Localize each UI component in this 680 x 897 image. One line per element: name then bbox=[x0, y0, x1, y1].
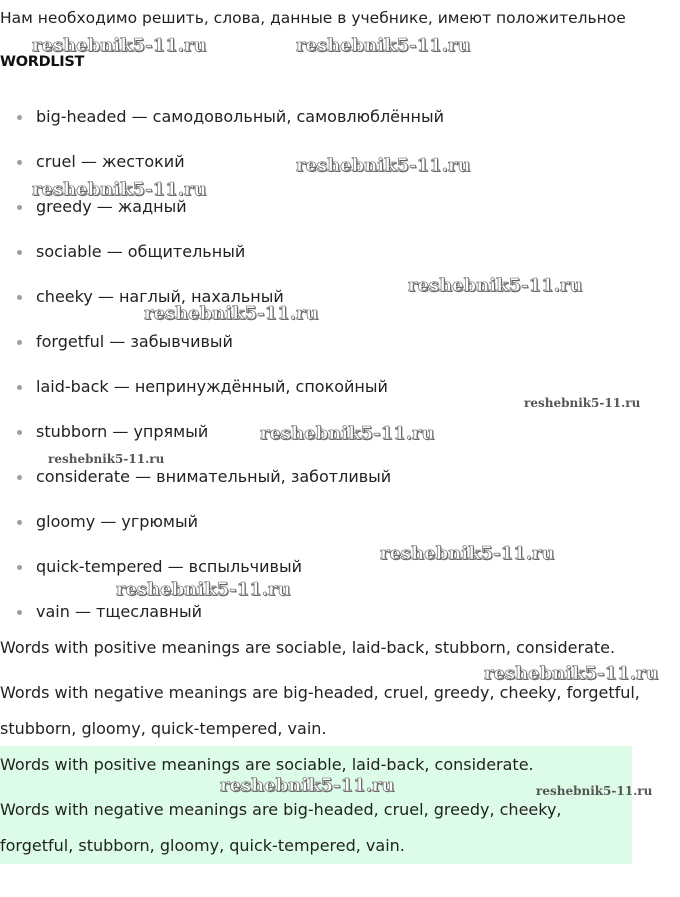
watermark: reshebnik5-11.ru bbox=[296, 35, 471, 56]
watermark: reshebnik5-11.ru bbox=[48, 452, 165, 466]
list-item bbox=[0, 103, 444, 148]
watermark: reshebnik5-11.ru bbox=[536, 784, 653, 798]
watermark: reshebnik5-11.ru bbox=[144, 303, 319, 324]
bullet-icon bbox=[17, 475, 22, 480]
word-entry: vain — тщеславный bbox=[36, 602, 203, 621]
word-entry: gloomy — угрюмый bbox=[36, 512, 199, 531]
bullet-icon bbox=[17, 295, 22, 300]
answer-negative-line2: forgetful, stubborn, gloomy, quick-tempered, vain. bbox=[0, 836, 405, 855]
watermark: reshebnik5-11.ru bbox=[380, 543, 555, 564]
watermark: reshebnik5-11.ru bbox=[260, 423, 435, 444]
wordlist-heading: WORDLIST bbox=[0, 54, 85, 70]
bullet-icon bbox=[17, 610, 22, 615]
student-negative-line2: stubborn, gloomy, quick-tempered, vain. bbox=[0, 719, 327, 738]
list-item bbox=[0, 508, 444, 553]
wordlist bbox=[0, 103, 444, 626]
bullet-icon bbox=[17, 565, 22, 570]
answer-negative-line1: Words with negative meanings are big-headed, cruel, greedy, cheeky, bbox=[0, 800, 562, 819]
word-entry: forgetful — забывчивый bbox=[36, 332, 233, 351]
answer-positive: Words with positive meanings are sociable, laid-back, considerate. bbox=[0, 755, 534, 774]
watermark: reshebnik5-11.ru bbox=[524, 396, 641, 410]
word-entry: considerate — внимательный, заботливый bbox=[36, 467, 392, 486]
watermark: reshebnik5-11.ru bbox=[220, 775, 395, 796]
list-item bbox=[0, 418, 444, 463]
list-item bbox=[0, 373, 444, 418]
word-entry: laid-back — непринуждённый, спокойный bbox=[36, 377, 388, 396]
list-item bbox=[0, 463, 444, 508]
word-entry: sociable — общительный bbox=[36, 242, 246, 261]
bullet-icon bbox=[17, 385, 22, 390]
list-item bbox=[0, 283, 444, 328]
word-entry: cruel — жестокий bbox=[36, 152, 185, 171]
watermark: reshebnik5-11.ru bbox=[116, 579, 291, 600]
intro-text: Нам необходимо решить, слова, данные в учебнике, имеют положительное bbox=[0, 9, 626, 27]
watermark: reshebnik5-11.ru bbox=[408, 275, 583, 296]
word-entry: big-headed — самодовольный, самовлюблённый bbox=[36, 107, 444, 126]
word-entry: cheeky — наглый, нахальный bbox=[36, 287, 284, 306]
list-item bbox=[0, 238, 444, 283]
bullet-icon bbox=[17, 160, 22, 165]
bullet-icon bbox=[17, 520, 22, 525]
watermark: reshebnik5-11.ru bbox=[296, 155, 471, 176]
list-item bbox=[0, 148, 444, 193]
bullet-icon bbox=[17, 205, 22, 210]
list-item bbox=[0, 598, 444, 626]
list-item bbox=[0, 553, 444, 598]
watermark: reshebnik5-11.ru bbox=[32, 179, 207, 200]
list-item bbox=[0, 328, 444, 373]
bullet-icon bbox=[17, 115, 22, 120]
watermark: reshebnik5-11.ru bbox=[484, 663, 659, 684]
bullet-icon bbox=[17, 250, 22, 255]
bullet-icon bbox=[17, 340, 22, 345]
answer-box bbox=[0, 746, 632, 864]
word-entry: greedy — жадный bbox=[36, 197, 187, 216]
student-negative-line1: Words with negative meanings are big-headed, cruel, greedy, cheeky, forgetful, bbox=[0, 683, 640, 702]
bullet-icon bbox=[17, 430, 22, 435]
word-entry: quick-tempered — вспыльчивый bbox=[36, 557, 302, 576]
list-item bbox=[0, 193, 444, 238]
student-positive: Words with positive meanings are sociable, laid-back, stubborn, considerate. bbox=[0, 638, 616, 657]
watermark: reshebnik5-11.ru bbox=[32, 35, 207, 56]
word-entry: stubborn — упрямый bbox=[36, 422, 209, 441]
